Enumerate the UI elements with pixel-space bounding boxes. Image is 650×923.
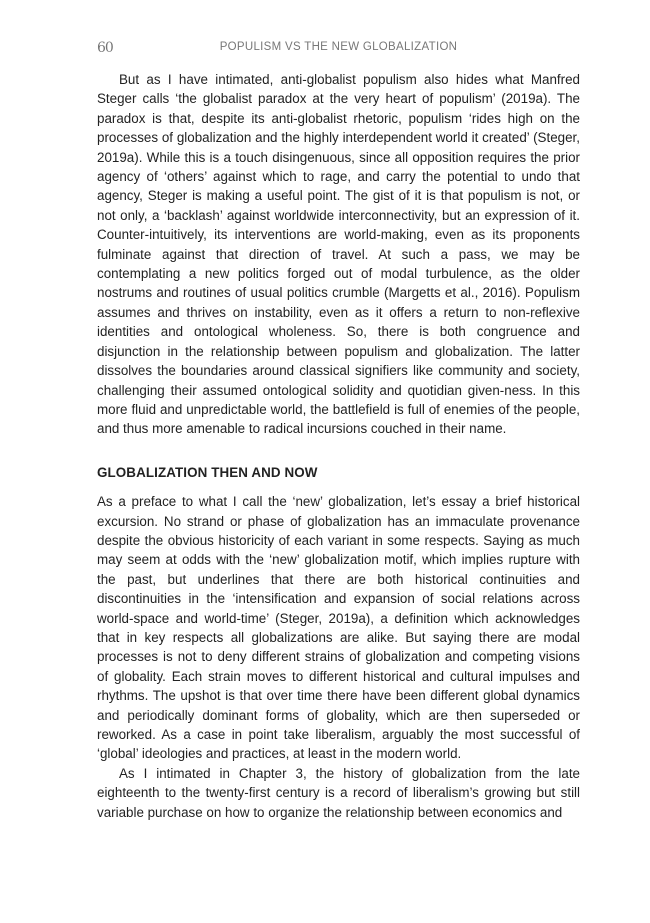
page-number: 60 — [97, 40, 113, 56]
body-paragraph: But as I have intimated, anti-globalist populism also hides what Manfred Steger calls ‘the globalist paradox at the very heart of populism’ (2019a). The paradox is that, despite its anti-globalist rhetoric, populism ‘rides high on the processes of globalization and the highly interdependent world it created’ (Steger, 2019a). While this is a touch disingenuous, since all opposition requires the prior agency of ‘others’ against which to rage, and carry the potential to undo that agency, Steger is making a useful point. The gist of it is that populism is not, or not only, a ‘backlash’ against worldwide interconnectivity, but an expression of it. Counter-intuitively, its interventions are world-making, even as its proponents fulminate against that direction of travel. At such a pass, we may be contemplating a new politics forged out of modal turbulence, as the older nostrums and routines of usual politics crumble (Margetts et al., 2016). Populism assumes and thrives on instability, even as it offers a return to non-reflexive identities and ontological wholeness. So, there is both congruence and disjunction in the relationship between populism and globalization. The latter dissolves the boundaries around classical signifiers like community and society, challenging their assumed ontological solidity and quotidian given-ness. In this more fluid and unpredictable world, the battlefield is full of enemies of the people, and thus more amenable to radical incursions couched in their name. — [97, 72, 580, 437]
page-header — [97, 40, 580, 58]
body-paragraph: As a preface to what I call the ‘new’ globalization, let’s essay a brief historical excursion. No strand or phase of globalization has an immaculate provenance despite the obvious historicity of each variant in some respects. Saying as much may seem at odds with the ‘new’ globalization motif, which implies rupture with the past, but underlines that there are both historical continuities and discontinuities in the ‘intensification and expansion of social relations across world-space and world-time’ (Steger, 2019a), a definition which acknowledges that in key respects all globalizations are alike. But saying there are modal processes is not to deny different strains of globalization and competing visions of globality. Each strain moves to different historical and cultural impulses and rhythms. The upshot is that over time there have been different global dynamics and periodically dominant forms of globality, which are then superseded or reworked. As a case in point take liberalism, arguably the most successful of ‘global’ ideologies and practices, at least in the modern world. — [97, 494, 580, 762]
running-head: POPULISM VS THE NEW GLOBALIZATION — [219, 41, 458, 53]
body-paragraph: As I intimated in Chapter 3, the history of globalization from the late eighteenth to the twenty-first century is a record of liberalism’s growing but still variable purchase on how to organize the relationship between economics and — [97, 765, 580, 820]
page-body — [97, 70, 580, 822]
section-heading: GLOBALIZATION THEN AND NOW — [97, 464, 318, 480]
